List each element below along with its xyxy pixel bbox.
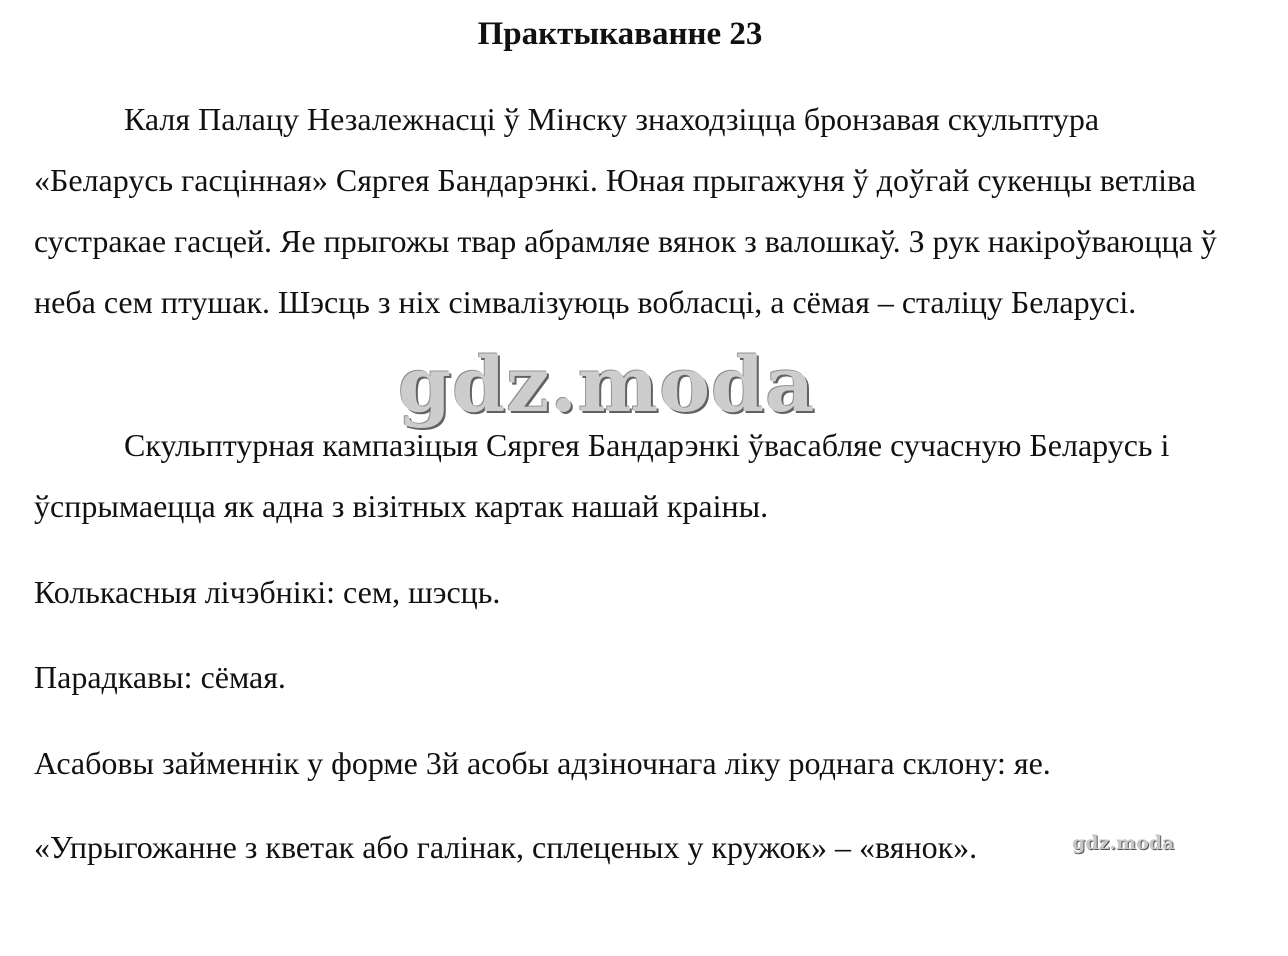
answer-word-definition: «Упрыгожанне з кветак або галінак, сплеценых у кружок» – «вянок». bbox=[34, 829, 978, 865]
answer-ordinal-numerals: Парадкавы: сёмая. bbox=[34, 659, 286, 695]
watermark-corner-logo: gdz.moda bbox=[1072, 832, 1175, 854]
watermark-logo: gdz.moda bbox=[398, 340, 816, 429]
paragraph-composition: Скульптурная кампазіцыя Сяргея Бандарэнкі ўвасабляе сучасную Беларусь і ўспрымаецца як адна з візітных картак нашай краіны. bbox=[34, 427, 1170, 524]
answer-cardinal-numerals: Колькасныя лічэбнікі: сем, шэсць. bbox=[34, 574, 501, 610]
page-title: Практыкаванне 23 bbox=[477, 16, 763, 52]
paragraph-sculpture-description: Каля Палацу Незалежнасці ў Мінску знаходзіцца бронзавая скульптура «Беларусь гасцінная» Сяргея Бандарэнкі. Юная прыгажуня ў доўгай сукенцы ветліва сустракае гасцей. Яе прыгожы твар абрамляе вянок з валошкаў. З рук накіроўваюцца ў неба сем птушак. Шэсць з ніх сімвалізуюць вобласці, а сёмая – сталіцу Беларусі. bbox=[34, 101, 1217, 320]
answer-personal-pronoun: Асабовы займеннік у форме 3й асобы адзіночнага ліку роднага склону: яе. bbox=[34, 745, 1051, 781]
